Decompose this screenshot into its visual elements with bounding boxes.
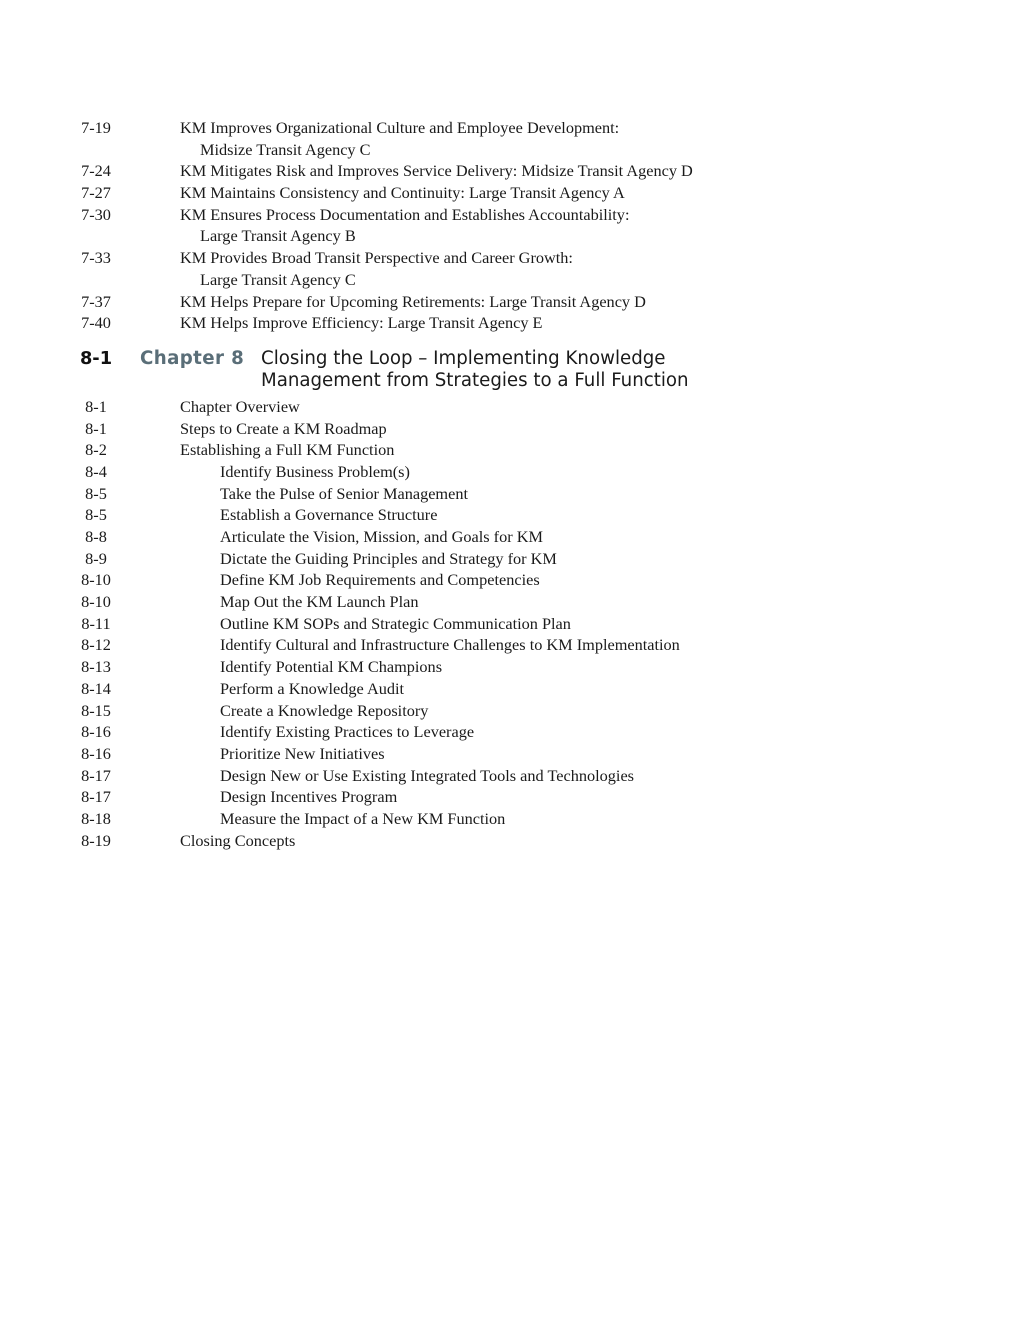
- toc-page-number: 8-10: [81, 570, 111, 590]
- toc-page-number: 7-40: [81, 313, 111, 333]
- toc-entry: [0, 182, 1020, 204]
- toc-entry-title: Define KM Job Requirements and Competencies: [220, 570, 540, 590]
- toc-page-number: 8-16: [81, 743, 111, 763]
- toc-entry-title: Identify Business Problem(s): [220, 461, 410, 481]
- toc-entry: [0, 569, 1020, 591]
- toc-entry: [0, 418, 1020, 440]
- toc-entry-title: Closing Concepts: [180, 830, 296, 850]
- toc-entry-title: Take the Pulse of Senior Management: [220, 483, 468, 503]
- toc-entry: [0, 526, 1020, 548]
- toc-page-number: 8-16: [81, 722, 111, 742]
- toc-entry: [0, 808, 1020, 830]
- toc-page-number: 8-15: [81, 700, 111, 720]
- toc-entry-title-line-2: Large Transit Agency B: [200, 226, 356, 246]
- toc-entry-title-line-1: KM Mitigates Risk and Improves Service Delivery: Midsize Transit Agency D: [180, 161, 693, 181]
- toc-entry-title: Steps to Create a KM Roadmap: [180, 418, 387, 438]
- toc-entry-title: Measure the Impact of a New KM Function: [220, 808, 506, 828]
- toc-entry-title: [180, 247, 573, 290]
- toc-entry-title: Identify Existing Practices to Leverage: [220, 722, 475, 742]
- toc-page-number: 8-2: [85, 440, 107, 460]
- toc-entry-title: Map Out the KM Launch Plan: [220, 592, 419, 612]
- toc-entry-title-line-1: KM Helps Improve Efficiency: Large Transit Agency E: [180, 313, 543, 333]
- toc-entry: [0, 396, 1020, 418]
- toc-entry-title: [180, 291, 646, 313]
- toc-page-number: 8-14: [81, 678, 111, 698]
- chapter-title-line-2: Management from Strategies to a Full Function: [261, 369, 689, 391]
- toc-entry: [0, 721, 1020, 743]
- chapter-title: [261, 348, 689, 392]
- chapter-title-line-1: Closing the Loop – Implementing Knowledge: [261, 347, 666, 369]
- toc-page-number: 8-10: [81, 592, 111, 612]
- toc-entry-title-line-1: KM Ensures Process Documentation and Establishes Accountability:: [180, 204, 630, 224]
- toc-entry-title: Articulate the Vision, Mission, and Goals for KM: [220, 527, 543, 547]
- toc-entry-title: Perform a Knowledge Audit: [220, 678, 405, 698]
- toc-entry-title: Design Incentives Program: [220, 787, 398, 807]
- toc-entry-title: Outline KM SOPs and Strategic Communication Plan: [220, 613, 571, 633]
- toc-entry: [0, 830, 1020, 852]
- toc-page-number: 8-1: [85, 418, 107, 438]
- toc-page-number: 7-37: [81, 291, 111, 311]
- toc-page-number: 8-17: [81, 787, 111, 807]
- toc-entry-title-line-1: KM Helps Prepare for Upcoming Retirements: Large Transit Agency D: [180, 291, 646, 311]
- toc-entry: [0, 461, 1020, 483]
- toc-page-number: 8-12: [81, 635, 111, 655]
- toc-entry: [0, 117, 1020, 160]
- toc-page-number: 7-30: [81, 204, 111, 224]
- toc-entry-title: Identify Potential KM Champions: [220, 657, 443, 677]
- toc-entry: [0, 591, 1020, 613]
- toc-entry-title: [180, 312, 543, 334]
- toc-entry: [0, 439, 1020, 461]
- toc-entry: [0, 312, 1020, 334]
- toc-entry-title: Establish a Governance Structure: [220, 505, 438, 525]
- chapter-heading: [0, 348, 1020, 392]
- toc-entry: [0, 247, 1020, 290]
- toc-page-number: 8-1: [85, 396, 107, 416]
- toc-entry: [0, 786, 1020, 808]
- toc-entry-title: Chapter Overview: [180, 396, 300, 416]
- toc-entry: [0, 613, 1020, 635]
- toc-entry-title: Create a Knowledge Repository: [220, 700, 429, 720]
- toc-entry: [0, 700, 1020, 722]
- toc-page-number: 8-8: [85, 527, 107, 547]
- toc-entry-title-line-1: KM Maintains Consistency and Continuity: Large Transit Agency A: [180, 183, 625, 203]
- toc-entry: [0, 678, 1020, 700]
- toc-page-number: 7-27: [81, 183, 111, 203]
- table-of-contents: [0, 117, 1020, 851]
- toc-page-number: 8-11: [81, 613, 111, 633]
- toc-entry-title-line-2: Large Transit Agency C: [200, 269, 356, 289]
- toc-entry-title-line-1: KM Provides Broad Transit Perspective and Career Growth:: [180, 248, 573, 268]
- toc-entry: [0, 160, 1020, 182]
- toc-page-number: 8-13: [81, 657, 111, 677]
- toc-page-number: 8-5: [85, 505, 107, 525]
- chapter-page-number: 8-1: [79, 347, 113, 369]
- chapter-7-entries: [0, 117, 1020, 334]
- toc-page-number: 8-4: [85, 461, 107, 481]
- toc-entry: [0, 548, 1020, 570]
- toc-page-number: 7-19: [81, 118, 111, 137]
- toc-entry-title: [180, 204, 629, 247]
- toc-entry-title: [180, 160, 693, 182]
- toc-entry: [0, 743, 1020, 765]
- toc-entry-title: Prioritize New Initiatives: [220, 743, 385, 763]
- toc-entry: [0, 656, 1020, 678]
- toc-entry: [0, 291, 1020, 313]
- toc-entry: [0, 765, 1020, 787]
- toc-entry-title: Identify Cultural and Infrastructure Challenges to KM Implementation: [220, 635, 680, 655]
- toc-entry: [0, 483, 1020, 505]
- toc-entry-title: Establishing a Full KM Function: [180, 440, 395, 460]
- chapter-8-entries: [0, 396, 1020, 851]
- toc-page-number: 8-5: [85, 483, 107, 503]
- toc-entry: [0, 204, 1020, 247]
- toc-page-number: 8-17: [81, 765, 111, 785]
- toc-entry-title: [180, 117, 619, 160]
- toc-entry: [0, 504, 1020, 526]
- toc-entry-title-line-1: KM Improves Organizational Culture and Employee Development:: [180, 118, 620, 137]
- chapter-label: Chapter 8: [140, 347, 245, 369]
- toc-entry: [0, 634, 1020, 656]
- toc-page-number: 8-19: [81, 830, 111, 850]
- toc-entry-title-line-2: Midsize Transit Agency C: [200, 139, 371, 159]
- toc-page-number: 7-24: [81, 161, 111, 181]
- toc-entry-title: Design New or Use Existing Integrated Tools and Technologies: [220, 765, 635, 785]
- toc-entry-title: Dictate the Guiding Principles and Strategy for KM: [220, 548, 557, 568]
- toc-page-number: 8-18: [81, 808, 111, 828]
- toc-page-number: 8-9: [85, 548, 107, 568]
- toc-entry-title: [180, 182, 625, 204]
- toc-page-number: 7-33: [81, 248, 111, 268]
